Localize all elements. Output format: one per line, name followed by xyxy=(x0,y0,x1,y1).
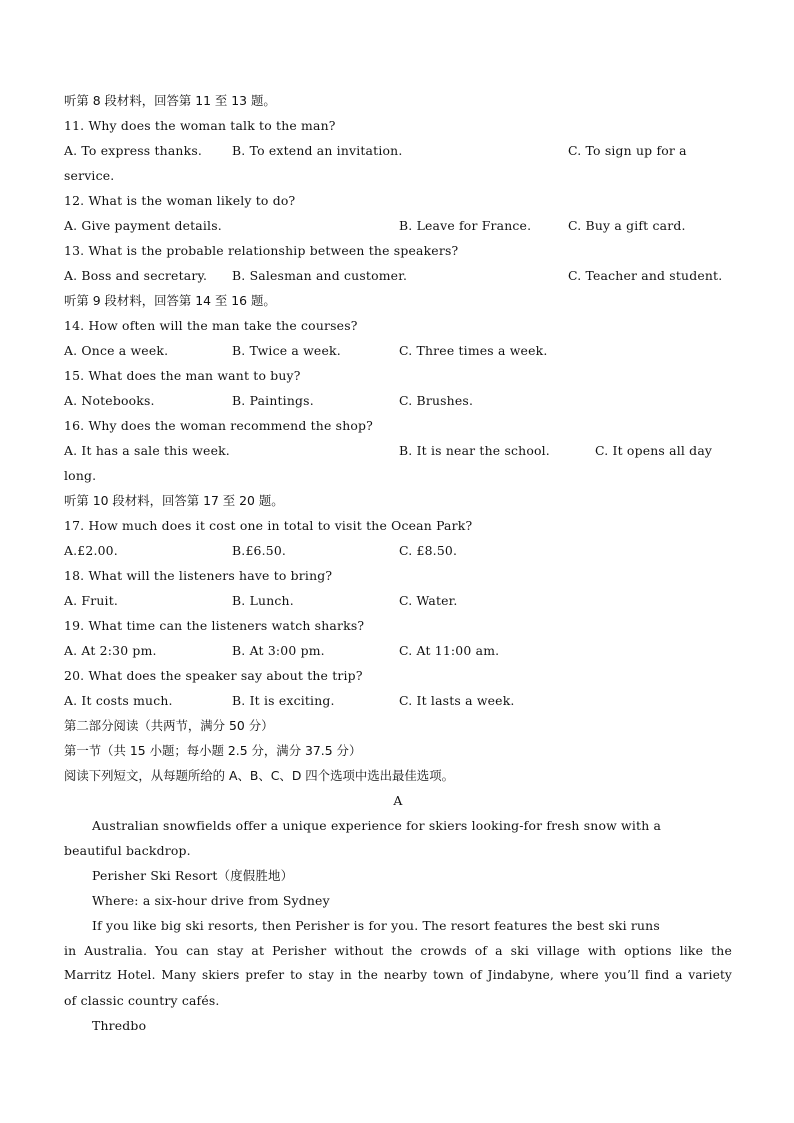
option-b: B. Leave for France. xyxy=(399,218,532,233)
option-c: C. To sign up for a xyxy=(568,143,687,158)
resort-1-name: Perisher Ski Resort（度假胜地） xyxy=(92,868,294,883)
question-18-options xyxy=(64,588,732,613)
option-c: C. It lasts a week. xyxy=(399,693,515,708)
question-17: 17. How much does it cost one in total to visit the Ocean Park? xyxy=(64,518,473,533)
resort-2-name: Thredbo xyxy=(92,1018,147,1033)
option-b: B. Twice a week. xyxy=(232,343,341,358)
option-a: A.£2.00. xyxy=(64,543,118,558)
option-b: B. It is near the school. xyxy=(399,443,550,458)
section-9-header: 听第 9 段材料，回答第 14 至 16 题。 xyxy=(64,293,276,308)
option-c: C. Brushes. xyxy=(399,393,474,408)
question-14-options xyxy=(64,338,732,363)
option-c: C. Teacher and student. xyxy=(568,268,723,283)
question-11-options xyxy=(64,138,732,163)
option-c: C. Three times a week. xyxy=(399,343,548,358)
option-b: B. To extend an invitation. xyxy=(232,143,403,158)
section-8-header: 听第 8 段材料，回答第 11 至 13 题。 xyxy=(64,93,276,108)
option-b: B. Lunch. xyxy=(232,593,294,608)
option-a: A. It has a sale this week. xyxy=(64,443,230,458)
question-13: 13. What is the probable relationship between the speakers? xyxy=(64,243,459,258)
question-12-options xyxy=(64,213,732,238)
part-2-title: 第二部分阅读（共两节，满分 50 分） xyxy=(64,718,274,733)
resort-1-paragraph-line-4: of classic country cafés. xyxy=(64,993,220,1008)
reading-instruction: 阅读下列短文，从每题所给的 A、B、C、D 四个选项中选出最佳选项。 xyxy=(64,768,454,783)
passage-label: A xyxy=(393,793,403,808)
question-16: 16. Why does the woman recommend the shop? xyxy=(64,418,374,433)
option-a: A. Fruit. xyxy=(64,593,119,608)
option-b: B. Paintings. xyxy=(232,393,314,408)
option-b: B. It is exciting. xyxy=(232,693,335,708)
option-a: A. Boss and secretary. xyxy=(64,268,208,283)
question-17-options xyxy=(64,538,732,563)
question-20-options xyxy=(64,688,732,713)
question-19: 19. What time can the listeners watch sharks? xyxy=(64,618,365,633)
option-a: A. Once a week. xyxy=(64,343,169,358)
option-a: A. Give payment details. xyxy=(64,218,222,233)
question-15: 15. What does the man want to buy? xyxy=(64,368,301,383)
resort-1-location: Where: a six-hour drive from Sydney xyxy=(92,893,330,908)
option-c: C. £8.50. xyxy=(399,543,458,558)
option-b: B. Salesman and customer. xyxy=(232,268,408,283)
option-c: C. Buy a gift card. xyxy=(568,218,686,233)
option-c-continued: long. xyxy=(64,468,97,483)
passage-intro-line-2: beautiful backdrop. xyxy=(64,843,191,858)
section-10-header: 听第 10 段材料，回答第 17 至 20 题。 xyxy=(64,493,284,508)
passage-intro-line-1: Australian snowfields offer a unique experience for skiers looking-for fresh snow with a xyxy=(92,818,662,833)
option-c-continued: service. xyxy=(64,168,115,183)
resort-1-paragraph-line-1: If you like big ski resorts, then Perisher is for you. The resort features the best ski runs xyxy=(92,918,660,933)
question-18: 18. What will the listeners have to bring? xyxy=(64,568,333,583)
option-a: A. To express thanks. xyxy=(64,143,203,158)
section-1-title: 第一节（共 15 小题；每小题 2.5 分，满分 37.5 分） xyxy=(64,743,362,758)
question-11: 11. Why does the woman talk to the man? xyxy=(64,118,336,133)
option-a: A. Notebooks. xyxy=(64,393,155,408)
option-a: A. It costs much. xyxy=(64,693,173,708)
question-14: 14. How often will the man take the courses? xyxy=(64,318,358,333)
document-page xyxy=(64,88,732,1038)
question-12: 12. What is the woman likely to do? xyxy=(64,193,296,208)
resort-1-paragraph-line-2: in Australia. You can stay at Perisher without the crowds of a ski village with options like the xyxy=(64,943,732,958)
question-16-options xyxy=(64,438,732,463)
question-13-options xyxy=(64,263,732,288)
question-15-options xyxy=(64,388,732,413)
question-19-options xyxy=(64,638,732,663)
option-c: C. It opens all day xyxy=(595,443,713,458)
option-c: C. Water. xyxy=(399,593,458,608)
option-c: C. At 11:00 am. xyxy=(399,643,500,658)
option-a: A. At 2:30 pm. xyxy=(64,643,157,658)
question-20: 20. What does the speaker say about the trip? xyxy=(64,668,363,683)
option-b: B. At 3:00 pm. xyxy=(232,643,325,658)
resort-1-paragraph-line-3: Marritz Hotel. Many skiers prefer to stay in the nearby town of Jindabyne, where you’ll find a variety xyxy=(64,968,732,982)
option-b: B.£6.50. xyxy=(232,543,287,558)
